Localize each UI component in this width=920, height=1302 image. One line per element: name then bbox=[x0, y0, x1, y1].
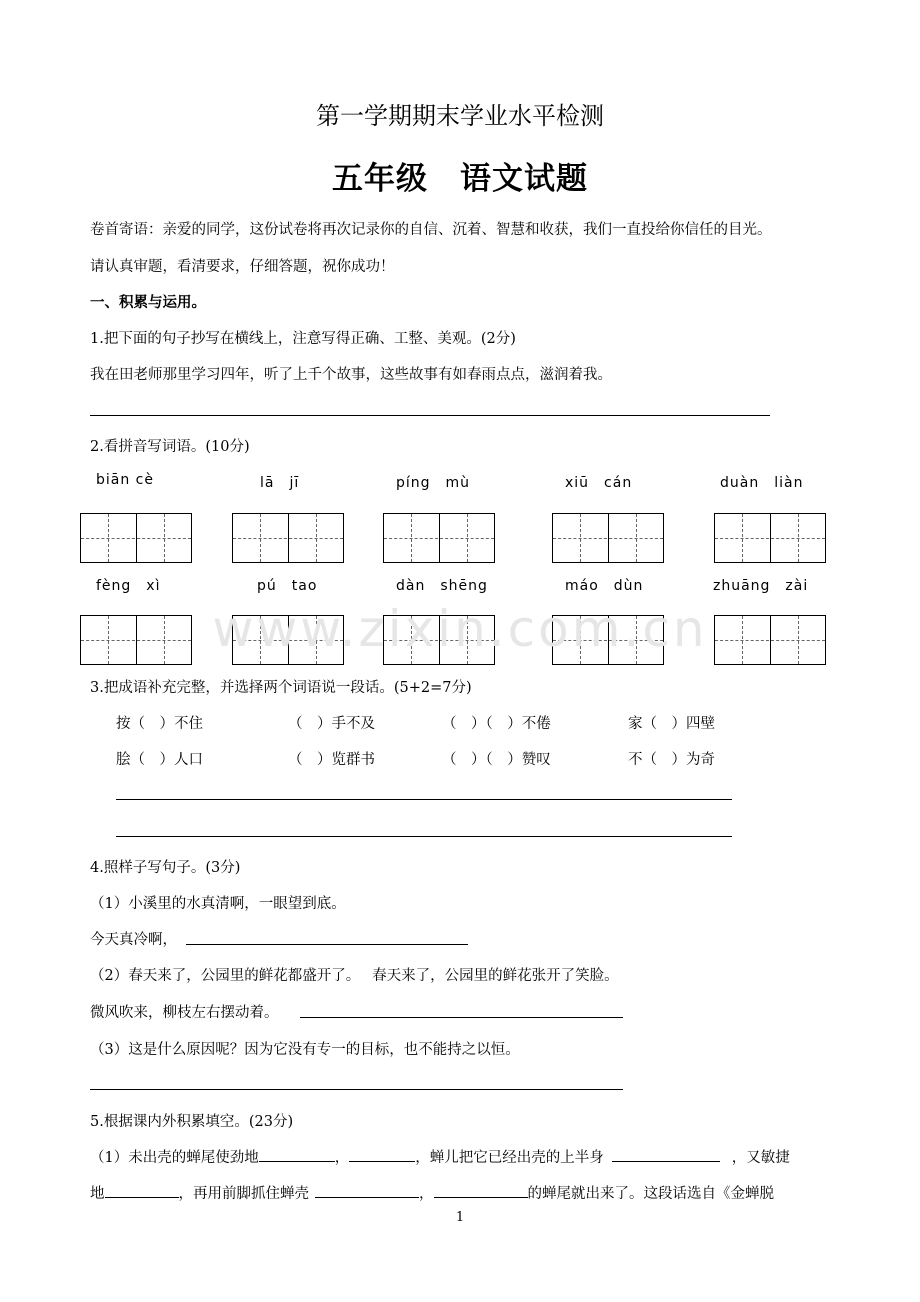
q3-answer-line[interactable] bbox=[116, 836, 732, 837]
idiom-item: （ ）手不及 bbox=[288, 716, 375, 732]
pinyin-label: lā jī bbox=[260, 475, 300, 491]
q5-text: ，再用前脚抓住蝉壳 bbox=[178, 1186, 309, 1202]
q4-item-3: （3）这是什么原因呢？因为它没有专一的目标，也不能持之以恒。 bbox=[90, 1042, 520, 1058]
pinyin-label: xiū cán bbox=[565, 475, 633, 491]
q5-text: ， bbox=[334, 1150, 350, 1166]
q5-line-2 bbox=[90, 1182, 774, 1203]
page-title: 第一学期期末学业水平检测 bbox=[316, 102, 604, 130]
q5-text: ，又敏捷 bbox=[731, 1150, 790, 1166]
intro-line-2: 请认真审题，看清要求，仔细答题，祝你成功！ bbox=[90, 259, 395, 275]
fill-blank[interactable] bbox=[434, 1183, 528, 1198]
q4-answer-line[interactable] bbox=[90, 1089, 623, 1090]
fill-blank[interactable] bbox=[315, 1183, 419, 1198]
idiom-item: （ ）（ ）不倦 bbox=[442, 716, 551, 732]
intro-line-1: 卷首寄语：亲爱的同学，这份试卷将再次记录你的自信、沉着、智慧和收获，我们一直投给你信任的目光。 bbox=[90, 222, 772, 238]
q5-text: （1）未出壳的蝉尾使劲地 bbox=[90, 1150, 259, 1166]
fill-blank[interactable] bbox=[612, 1147, 720, 1162]
idiom-item: 脍（ ）人口 bbox=[116, 752, 203, 768]
q5-line-1 bbox=[90, 1146, 790, 1167]
idiom-item: 家（ ）四壁 bbox=[628, 716, 715, 732]
q2-prompt: 2.看拼音写词语。(10分) bbox=[90, 439, 250, 455]
q5-text: ，蝉儿把它已经出壳的上半身 bbox=[415, 1150, 604, 1166]
q3-answer-line[interactable] bbox=[116, 799, 732, 800]
q5-text: 的蝉尾就出来了。这段话选自《金蝉脱 bbox=[527, 1186, 774, 1202]
pinyin-label: fèng xì bbox=[96, 578, 161, 594]
q1-answer-line[interactable] bbox=[90, 415, 770, 416]
pinyin-label: zhuāng zài bbox=[713, 578, 809, 594]
character-grid[interactable] bbox=[80, 513, 192, 563]
character-grid[interactable] bbox=[232, 513, 344, 563]
idiom-item: （ ）（ ）赞叹 bbox=[442, 752, 551, 768]
page-subtitle: 五年级 语文试题 bbox=[332, 161, 588, 197]
q4-item-2: （2）春天来了，公园里的鲜花都盛开了。 春天来了，公园里的鲜花张开了笑脸。 bbox=[90, 968, 619, 984]
q4-answer-line[interactable] bbox=[186, 944, 468, 945]
q5-prompt: 5.根据课内外积累填空。(23分) bbox=[90, 1114, 294, 1130]
q3-prompt: 3.把成语补充完整，并选择两个词语说一段话。(5+2=7分) bbox=[90, 680, 472, 696]
q5-text: 地 bbox=[90, 1186, 105, 1202]
fill-blank[interactable] bbox=[259, 1147, 335, 1162]
fill-blank[interactable] bbox=[349, 1147, 415, 1162]
q4-item-1-start: 今天真冷啊， bbox=[90, 932, 177, 948]
idiom-item: （ ）览群书 bbox=[288, 752, 375, 768]
q5-text: ， bbox=[419, 1186, 434, 1202]
pinyin-label: máo dùn bbox=[565, 578, 644, 594]
pinyin-label: pú tao bbox=[257, 578, 318, 594]
idiom-item: 按（ ）不住 bbox=[116, 716, 203, 732]
pinyin-label: duàn liàn bbox=[720, 475, 804, 491]
q1-prompt: 1.把下面的句子抄写在横线上，注意写得正确、工整、美观。(2分) bbox=[90, 331, 516, 347]
section-1-heading: 一、积累与运用。 bbox=[90, 295, 206, 311]
fill-blank[interactable] bbox=[105, 1183, 179, 1198]
character-grid[interactable] bbox=[552, 513, 664, 563]
q1-sentence: 我在田老师那里学习四年，听了上千个故事，这些故事有如春雨点点，滋润着我。 bbox=[90, 367, 612, 383]
q4-answer-line[interactable] bbox=[300, 1017, 623, 1018]
q4-item-1: （1）小溪里的水真清啊，一眼望到底。 bbox=[90, 896, 346, 912]
character-grid[interactable] bbox=[383, 513, 495, 563]
pinyin-label: píng mù bbox=[396, 475, 471, 491]
idiom-item: 不（ ）为奇 bbox=[628, 752, 715, 768]
pinyin-label: dàn shēng bbox=[396, 578, 488, 594]
page-number: 1 bbox=[455, 1210, 465, 1225]
watermark: www.zixin.com.cn bbox=[212, 600, 708, 658]
q4-prompt: 4.照样子写句子。(3分) bbox=[90, 860, 241, 876]
q4-item-2-start: 微风吹来，柳枝左右摆动着。 bbox=[90, 1005, 279, 1021]
character-grid[interactable] bbox=[714, 513, 826, 563]
pinyin-label: biān cè bbox=[96, 472, 154, 488]
